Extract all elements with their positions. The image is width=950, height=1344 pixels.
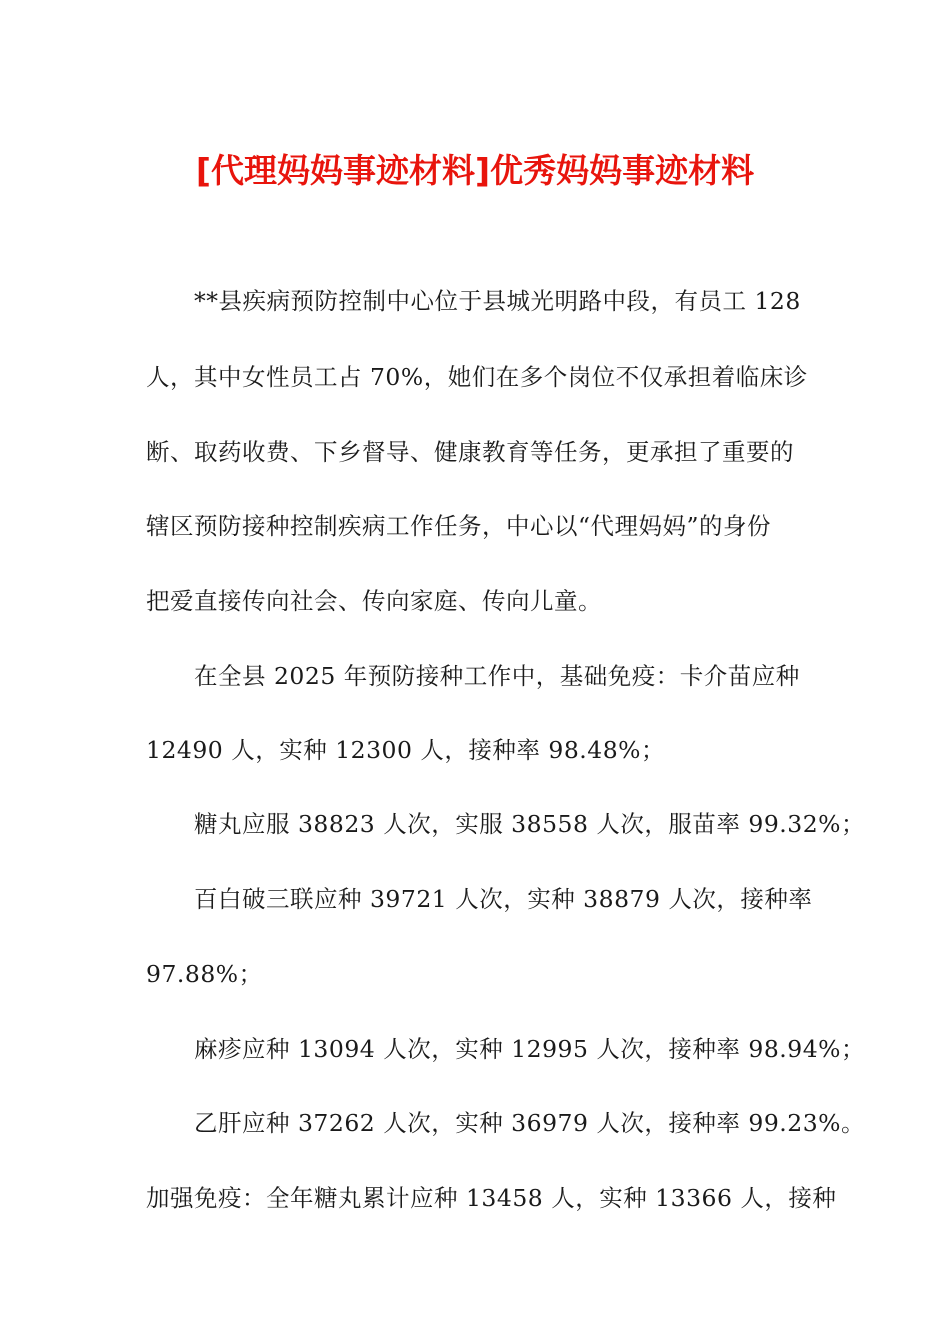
paragraph-line: 加强免疫：全年糖丸累计应种 13458 人，实种 13366 人，接种 [146,1184,837,1212]
paragraph-line: 百白破三联应种 39721 人次，实种 38879 人次，接种率 [194,885,813,913]
document-title: [代理妈妈事迹材料]优秀妈妈事迹材料 [195,151,755,190]
paragraph-line: 把爱直接传向社会、传向家庭、传向儿童。 [146,587,602,615]
paragraph-line: 乙肝应种 37262 人次，实种 36979 人次，接种率 99.23%。 [194,1109,865,1137]
paragraph-line: 人，其中女性员工占 70%，她们在多个岗位不仅承担着临床诊 [146,363,808,391]
paragraph-line: 断、取药收费、下乡督导、健康教育等任务，更承担了重要的 [146,438,794,466]
paragraph-line: 糖丸应服 38823 人次，实服 38558 人次，服苗率 99.32%； [194,810,865,838]
paragraph-line: **县疾病预防控制中心位于县城光明路中段，有员工 128 [194,287,801,315]
paragraph-line: 12490 人，实种 12300 人，接种率 98.48%； [146,736,665,764]
paragraph-line: 辖区预防接种控制疾病工作任务，中心以“代理妈妈”的身份 [146,512,772,540]
paragraph-line: 麻疹应种 13094 人次，实种 12995 人次，接种率 98.94%； [194,1035,865,1063]
paragraph-line: 在全县 2025 年预防接种工作中，基础免疫：卡介苗应种 [194,662,800,690]
paragraph-line: 97.88%； [146,960,263,988]
